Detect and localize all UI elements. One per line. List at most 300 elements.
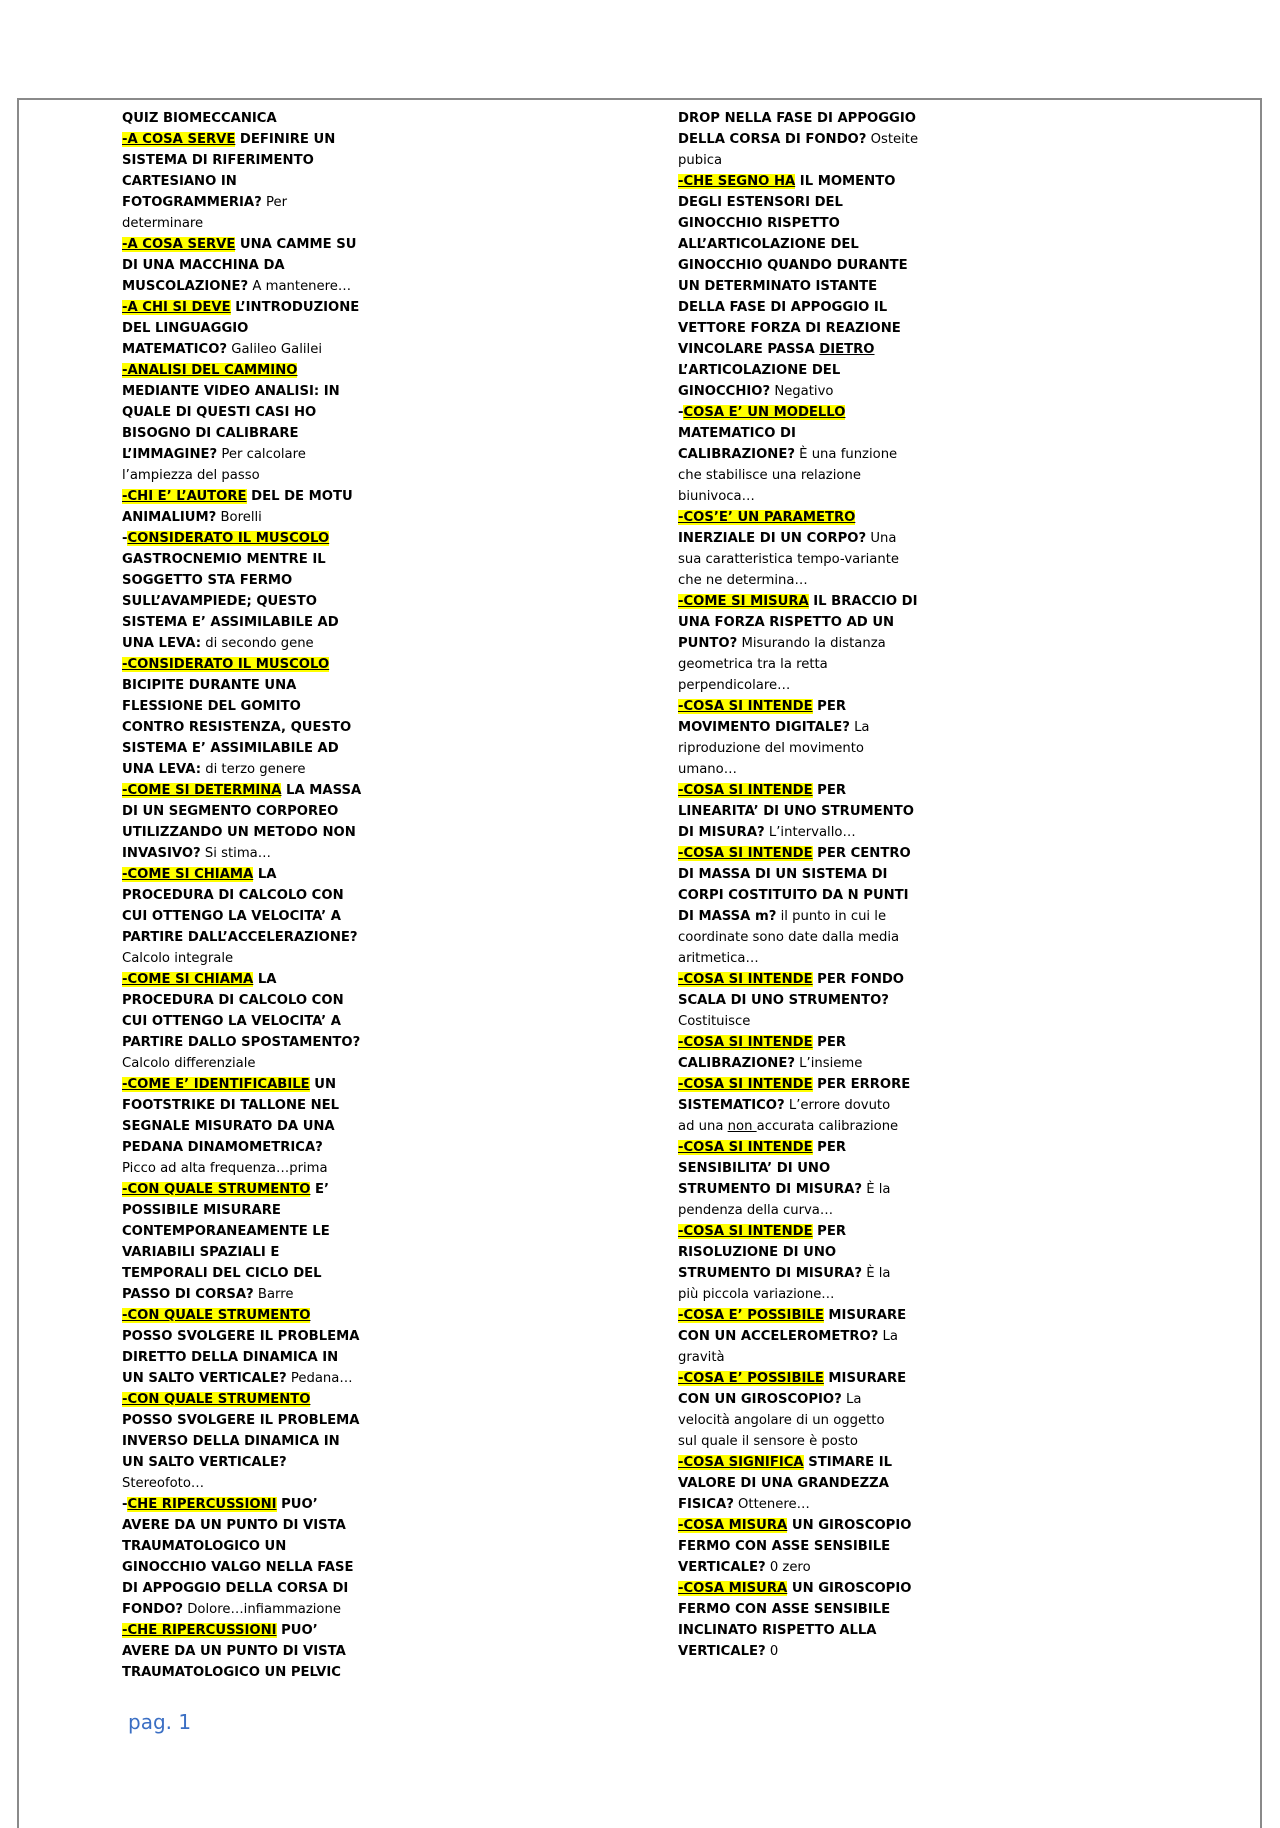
text-run: che ne determina…	[678, 573, 808, 588]
text-run: FOOTSTRIKE DI TALLONE NEL	[122, 1098, 340, 1113]
text-run: INERZIALE DI UN CORPO?	[678, 531, 867, 546]
text-line	[122, 780, 367, 801]
text-run: CUI OTTENGO LA VELOCITA’ A	[122, 909, 341, 924]
text-run: L’errore dovuto	[784, 1098, 891, 1113]
text-run: PROCEDURA DI CALCOLO CON	[122, 888, 344, 903]
text-run: -	[122, 531, 128, 546]
text-run: Costituisce	[678, 1014, 751, 1029]
highlighted-keyword: -ANALISI DEL CAMMINO	[122, 363, 298, 378]
highlighted-keyword: -COSA MISURA	[678, 1518, 788, 1533]
text-run: MISURARE	[823, 1308, 907, 1323]
text-line	[678, 1641, 926, 1662]
text-run: di secondo gene	[201, 636, 314, 651]
text-line	[678, 108, 926, 129]
highlighted-keyword: -A CHI SI DEVE	[122, 300, 231, 315]
text-line	[678, 297, 926, 318]
text-line	[678, 759, 926, 780]
text-run: DEFINIRE UN	[235, 132, 336, 147]
text-run: STRUMENTO DI MISURA?	[678, 1266, 863, 1281]
text-line	[122, 1221, 367, 1242]
text-run: CONTRO RESISTENZA, QUESTO	[122, 720, 352, 735]
text-line	[678, 192, 926, 213]
text-line	[678, 486, 926, 507]
highlighted-keyword: -COSA SI INTENDE	[678, 846, 813, 861]
text-line	[122, 192, 367, 213]
text-line	[122, 759, 367, 780]
text-run: pendenza della curva…	[678, 1203, 834, 1218]
text-run: UNA LEVA:	[122, 762, 201, 777]
text-run: SCALA DI UNO STRUMENTO?	[678, 993, 889, 1008]
text-run: LINEARITA’ DI UNO STRUMENTO	[678, 804, 914, 819]
text-line	[678, 1305, 926, 1326]
text-line	[122, 1473, 367, 1494]
highlighted-keyword: -COME SI CHIAMA	[122, 867, 254, 882]
text-line	[678, 1242, 926, 1263]
text-line	[678, 780, 926, 801]
text-run: perpendicolare…	[678, 678, 791, 693]
text-line	[122, 255, 367, 276]
text-run: DELLA FASE DI APPOGGIO IL	[678, 300, 888, 315]
text-run: PUO’	[276, 1623, 318, 1638]
text-run: aritmetica…	[678, 951, 759, 966]
text-line	[122, 1368, 367, 1389]
text-line	[122, 1389, 367, 1410]
text-run: UN	[309, 1077, 337, 1092]
text-run: SOGGETTO STA FERMO	[122, 573, 293, 588]
text-line	[122, 423, 367, 444]
text-run: GASTROCNEMIO MENTRE IL	[122, 552, 326, 567]
text-line	[678, 528, 926, 549]
text-run: CALIBRAZIONE?	[678, 1056, 795, 1071]
text-line	[678, 1326, 926, 1347]
text-line	[122, 675, 367, 696]
text-line	[122, 297, 367, 318]
text-line	[678, 1515, 926, 1536]
highlighted-keyword: -COME SI DETERMINA	[122, 783, 282, 798]
text-run: QUIZ BIOMECCANICA	[122, 111, 277, 126]
text-run: FONDO?	[122, 1602, 184, 1617]
highlighted-keyword: -COSA SI INTENDE	[678, 972, 813, 987]
text-run: MISURARE	[823, 1371, 907, 1386]
text-run: PARTIRE DALLO SPOSTAMENTO?	[122, 1035, 361, 1050]
text-run: geometrica tra la retta	[678, 657, 828, 672]
highlighted-keyword: -COSA MISURA	[678, 1581, 788, 1596]
highlighted-keyword: -COSA SIGNIFICA	[678, 1455, 804, 1470]
text-run: Borelli	[216, 510, 262, 525]
text-run: PASSO DI CORSA?	[122, 1287, 254, 1302]
text-run: MOVIMENTO DIGITALE?	[678, 720, 850, 735]
text-run: Stereofoto…	[122, 1476, 205, 1491]
text-run: CONTEMPORANEAMENTE LE	[122, 1224, 330, 1239]
text-line	[678, 969, 926, 990]
text-run: Una	[866, 531, 897, 546]
text-line	[122, 822, 367, 843]
text-line	[678, 150, 926, 171]
text-run: FISICA?	[678, 1497, 734, 1512]
text-run: È una funzione	[794, 447, 898, 462]
text-line	[678, 1284, 926, 1305]
text-run: determinare	[122, 216, 204, 231]
text-run: SISTEMA DI RIFERIMENTO	[122, 153, 314, 168]
text-line	[678, 234, 926, 255]
text-run: SULL’AVAMPIEDE; QUESTO	[122, 594, 317, 609]
text-run: DROP NELLA FASE DI APPOGGIO	[678, 111, 916, 126]
text-line	[122, 465, 367, 486]
text-run: LA	[253, 972, 277, 987]
text-line	[678, 1263, 926, 1284]
text-line	[678, 843, 926, 864]
highlighted-keyword: -COSA SI INTENDE	[678, 699, 813, 714]
highlighted-keyword: -COS’E’ UN PARAMETRO	[678, 510, 856, 525]
text-line	[678, 1389, 926, 1410]
text-line	[678, 1221, 926, 1242]
text-line	[122, 906, 367, 927]
text-line	[678, 1620, 926, 1641]
text-line	[678, 1179, 926, 1200]
text-line	[122, 381, 367, 402]
text-run: PUO’	[276, 1497, 318, 1512]
text-line	[122, 591, 367, 612]
text-line	[678, 1053, 926, 1074]
text-line	[678, 276, 926, 297]
highlighted-keyword: COSA E’ UN MODELLO	[683, 405, 846, 420]
text-run: UNA FORZA RISPETTO AD UN	[678, 615, 895, 630]
text-line	[122, 654, 367, 675]
text-run: LA MASSA	[281, 783, 362, 798]
text-run: E’	[310, 1182, 330, 1197]
text-line	[678, 1011, 926, 1032]
text-run: UN DETERMINATO ISTANTE	[678, 279, 878, 294]
text-run: SISTEMA E’ ASSIMILABILE AD	[122, 741, 339, 756]
text-run: LA	[253, 867, 277, 882]
text-run: PER	[812, 783, 847, 798]
text-run: INVASIVO?	[122, 846, 201, 861]
text-run: DI UN SEGMENTO CORPOREO	[122, 804, 339, 819]
highlighted-keyword: -COSA SI INTENDE	[678, 1077, 813, 1092]
text-line	[678, 1158, 926, 1179]
text-run: Per	[261, 195, 288, 210]
text-line	[678, 444, 926, 465]
text-run: sul quale il sensore è posto	[678, 1434, 858, 1449]
text-line	[122, 1305, 367, 1326]
text-line	[678, 717, 926, 738]
text-run: DELLA CORSA DI FONDO?	[678, 132, 867, 147]
text-line	[122, 717, 367, 738]
text-line	[678, 1347, 926, 1368]
text-line	[122, 885, 367, 906]
text-line	[678, 1557, 926, 1578]
text-run: QUALE DI QUESTI CASI HO	[122, 405, 317, 420]
text-run: GINOCCHIO QUANDO DURANTE	[678, 258, 908, 273]
text-run: VARIABILI SPAZIALI E	[122, 1245, 280, 1260]
left-text-column	[122, 108, 367, 1683]
text-line	[122, 927, 367, 948]
text-line	[678, 171, 926, 192]
text-run: GINOCCHIO VALGO NELLA FASE	[122, 1560, 354, 1575]
text-line	[122, 1410, 367, 1431]
text-line	[678, 465, 926, 486]
text-run: ad una	[678, 1119, 728, 1134]
text-run: Barre	[253, 1287, 294, 1302]
text-run: MUSCOLAZIONE?	[122, 279, 249, 294]
text-line	[122, 402, 367, 423]
text-run: BICIPITE DURANTE UNA	[122, 678, 297, 693]
text-run: l’ampiezza del passo	[122, 468, 260, 483]
highlighted-keyword: -COME E’ IDENTIFICABILE	[122, 1077, 310, 1092]
text-run: DEL DE MOTU	[246, 489, 353, 504]
text-run: 0	[765, 1644, 779, 1659]
text-run: CALIBRAZIONE?	[678, 447, 795, 462]
text-line	[678, 129, 926, 150]
text-line	[122, 1515, 367, 1536]
text-line	[678, 591, 926, 612]
text-run: POSSO SVOLGERE IL PROBLEMA	[122, 1413, 360, 1428]
text-run: UN GIROSCOPIO	[787, 1518, 912, 1533]
text-line	[678, 633, 926, 654]
text-run: PARTIRE DALL’ACCELERAZIONE?	[122, 930, 358, 945]
text-line	[122, 948, 367, 969]
text-run: PEDANA DINAMOMETRICA?	[122, 1140, 323, 1155]
text-run: UTILIZZANDO UN METODO NON	[122, 825, 356, 840]
text-line	[122, 1347, 367, 1368]
highlighted-keyword: -A COSA SERVE	[122, 132, 236, 147]
text-run: TEMPORALI DEL CICLO DEL	[122, 1266, 322, 1281]
text-run: ANIMALIUM?	[122, 510, 217, 525]
text-line	[122, 1284, 367, 1305]
text-line	[122, 801, 367, 822]
text-run: sua caratteristica tempo-variante	[678, 552, 900, 567]
text-line	[122, 1620, 367, 1641]
text-run: Per calcolare	[217, 447, 306, 462]
text-line	[678, 255, 926, 276]
text-line	[678, 570, 926, 591]
text-line	[678, 822, 926, 843]
text-run: La	[849, 720, 870, 735]
text-run: CORPI COSTITUITO DA N PUNTI	[678, 888, 909, 903]
text-run: IL MOMENTO	[795, 174, 896, 189]
text-line	[678, 990, 926, 1011]
text-line	[122, 129, 367, 150]
highlighted-keyword: -A COSA SERVE	[122, 237, 236, 252]
text-run: DEGLI ESTENSORI DEL	[678, 195, 843, 210]
text-line	[122, 570, 367, 591]
text-run: FERMO CON ASSE SENSIBILE	[678, 1602, 891, 1617]
text-run: più piccola variazione…	[678, 1287, 835, 1302]
text-line	[678, 1032, 926, 1053]
text-line	[122, 1137, 367, 1158]
text-run: POSSIBILE MISURARE	[122, 1203, 281, 1218]
text-line	[122, 171, 367, 192]
text-line	[678, 1200, 926, 1221]
text-line	[122, 738, 367, 759]
text-run: UN SALTO VERTICALE?	[122, 1371, 287, 1386]
text-run: accurata calibrazione	[756, 1119, 899, 1134]
text-run: FLESSIONE DEL GOMITO	[122, 699, 301, 714]
text-run: L’INTRODUZIONE	[230, 300, 360, 315]
text-run: PROCEDURA DI CALCOLO CON	[122, 993, 344, 1008]
text-run: INCLINATO RISPETTO ALLA	[678, 1623, 877, 1638]
text-line	[678, 360, 926, 381]
text-run: Misurando la distanza	[737, 636, 886, 651]
text-run: DI UNA MACCHINA DA	[122, 258, 285, 273]
text-run: SEGNALE MISURATO DA UNA	[122, 1119, 335, 1134]
highlighted-keyword: -CHI E’ L’AUTORE	[122, 489, 247, 504]
text-run: Dolore…infiammazione	[183, 1602, 341, 1617]
text-run: FERMO CON ASSE SENSIBILE	[678, 1539, 891, 1554]
text-line	[122, 1326, 367, 1347]
text-run: L’IMMAGINE?	[122, 447, 218, 462]
text-run: VERTICALE?	[678, 1644, 766, 1659]
text-line	[122, 318, 367, 339]
text-line	[678, 507, 926, 528]
text-run: che stabilisce una relazione	[678, 468, 861, 483]
highlighted-keyword: -CON QUALE STRUMENTO	[122, 1308, 311, 1323]
text-line	[122, 1074, 367, 1095]
text-run: RISOLUZIONE DI UNO	[678, 1245, 837, 1260]
text-line	[122, 507, 367, 528]
text-line	[122, 864, 367, 885]
text-run: DI MISURA?	[678, 825, 765, 840]
text-line	[678, 402, 926, 423]
text-run: CON UN ACCELEROMETRO?	[678, 1329, 879, 1344]
text-line	[122, 213, 367, 234]
text-line	[122, 1158, 367, 1179]
text-line	[122, 549, 367, 570]
text-line	[678, 1368, 926, 1389]
text-line	[678, 654, 926, 675]
text-line	[122, 1452, 367, 1473]
text-line	[122, 1053, 367, 1074]
text-line	[678, 927, 926, 948]
text-line	[122, 969, 367, 990]
text-line	[122, 696, 367, 717]
text-run: biunivoca…	[678, 489, 755, 504]
text-line	[122, 843, 367, 864]
text-run: umano…	[678, 762, 737, 777]
text-run: coordinate sono date dalla media	[678, 930, 900, 945]
text-run: ALL’ARTICOLAZIONE DEL	[678, 237, 859, 252]
text-run: -	[122, 1497, 128, 1512]
text-line	[122, 444, 367, 465]
text-line	[678, 1095, 926, 1116]
text-run: L’ARTICOLAZIONE DEL	[678, 363, 841, 378]
text-line	[678, 1536, 926, 1557]
text-run: POSSO SVOLGERE IL PROBLEMA	[122, 1329, 360, 1344]
text-line	[678, 549, 926, 570]
text-line	[678, 1494, 926, 1515]
text-line	[678, 885, 926, 906]
text-run: VALORE DI UNA GRANDEZZA	[678, 1476, 889, 1491]
text-line	[122, 1095, 367, 1116]
text-run: PER	[812, 699, 847, 714]
text-run: il punto in cui le	[776, 909, 887, 924]
highlighted-keyword: -COSA E’ POSSIBILE	[678, 1308, 824, 1323]
text-line	[678, 801, 926, 822]
text-run: CARTESIANO IN	[122, 174, 237, 189]
text-run: INVERSO DELLA DINAMICA IN	[122, 1434, 340, 1449]
highlighted-keyword: -COSA SI INTENDE	[678, 1140, 813, 1155]
text-line	[678, 1074, 926, 1095]
text-run: PER	[812, 1224, 847, 1239]
text-line	[122, 234, 367, 255]
text-run: Calcolo integrale	[122, 951, 234, 966]
text-line	[122, 1032, 367, 1053]
text-run: Pedana…	[286, 1371, 353, 1386]
text-run: -	[678, 405, 684, 420]
text-run: DIETRO	[819, 342, 875, 357]
text-line	[122, 339, 367, 360]
text-run: VINCOLARE PASSA	[678, 342, 820, 357]
highlighted-keyword: -CHE RIPERCUSSIONI	[122, 1623, 277, 1638]
text-run: FOTOGRAMMERIA?	[122, 195, 262, 210]
text-run: STRUMENTO DI MISURA?	[678, 1182, 863, 1197]
text-run: A mantenere…	[248, 279, 352, 294]
text-line	[678, 318, 926, 339]
text-run: riproduzione del movimento	[678, 741, 864, 756]
text-run: La	[878, 1329, 898, 1344]
text-run: PER CENTRO	[812, 846, 911, 861]
text-run: non	[727, 1119, 757, 1134]
text-line	[122, 1662, 367, 1683]
highlighted-keyword: -CHE SEGNO HA	[678, 174, 796, 189]
text-line	[122, 1599, 367, 1620]
highlighted-keyword: -COSA SI INTENDE	[678, 1224, 813, 1239]
text-line	[678, 1137, 926, 1158]
text-line	[678, 738, 926, 759]
text-line	[122, 1431, 367, 1452]
text-run: di terzo genere	[201, 762, 306, 777]
text-run: MEDIANTE VIDEO ANALISI: IN	[122, 384, 340, 399]
text-run: VERTICALE?	[678, 1560, 766, 1575]
text-run: UN SALTO VERTICALE?	[122, 1455, 287, 1470]
text-run: CUI OTTENGO LA VELOCITA’ A	[122, 1014, 341, 1029]
text-line	[678, 1410, 926, 1431]
text-run: PER	[812, 1140, 847, 1155]
highlighted-keyword: -COME SI MISURA	[678, 594, 809, 609]
text-run: STIMARE IL	[803, 1455, 893, 1470]
text-run: DI MASSA DI UN SISTEMA DI	[678, 867, 888, 882]
text-run: DI MASSA m?	[678, 909, 777, 924]
text-line	[122, 1242, 367, 1263]
text-line	[678, 213, 926, 234]
text-run: DEL LINGUAGGIO	[122, 321, 249, 336]
text-run: GINOCCHIO RISPETTO	[678, 216, 840, 231]
highlighted-keyword: -COME SI CHIAMA	[122, 972, 254, 987]
text-line	[122, 276, 367, 297]
text-run: UN GIROSCOPIO	[787, 1581, 912, 1596]
text-line	[122, 1494, 367, 1515]
text-line	[122, 486, 367, 507]
text-run: SISTEMA E’ ASSIMILABILE AD	[122, 615, 339, 630]
text-run: CON UN GIROSCOPIO?	[678, 1392, 842, 1407]
text-line	[122, 1179, 367, 1200]
text-line	[122, 1557, 367, 1578]
text-line	[678, 864, 926, 885]
text-run: 0 zero	[765, 1560, 811, 1575]
page-number: pag. 1	[128, 1710, 192, 1734]
text-run: VETTORE FORZA DI REAZIONE	[678, 321, 901, 336]
text-run: L’intervallo…	[764, 825, 856, 840]
text-run: L’insieme	[794, 1056, 863, 1071]
text-line	[678, 381, 926, 402]
text-run: SISTEMATICO?	[678, 1098, 785, 1113]
text-run: pubica	[678, 153, 723, 168]
highlighted-keyword: -CON QUALE STRUMENTO	[122, 1182, 311, 1197]
text-run: TRAUMATOLOGICO UN PELVIC	[122, 1665, 341, 1680]
text-run: PER ERRORE	[812, 1077, 911, 1092]
text-line	[122, 1263, 367, 1284]
text-line	[678, 948, 926, 969]
